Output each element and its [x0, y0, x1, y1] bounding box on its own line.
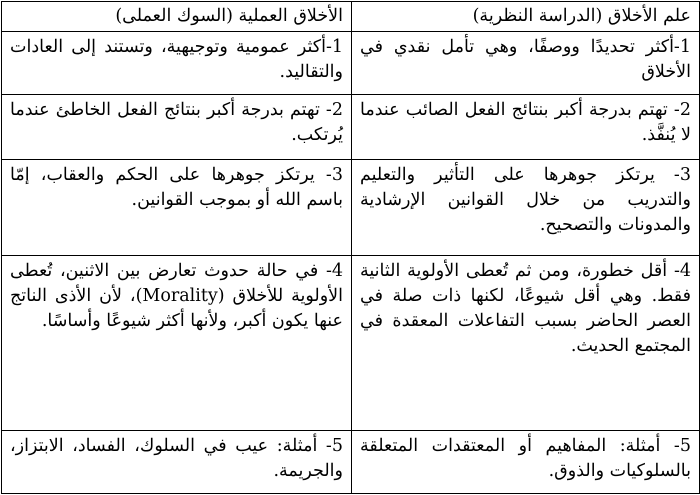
table-row: [2, 95, 700, 160]
header-practical-ethics: الأخلاق العملية (السوك العملى): [2, 2, 352, 32]
cell-practical-4: 4- في حالة حدوث تعارض بين الاثنين، تُعطى الأولوية للأخلاق (Morality)، لأن الأذى الناتج عنها يكون أكبر، ولأنها أكثر شيوعًا وأساسًا.: [2, 256, 352, 431]
cell-practical-1: 1-أكثر عمومية وتوجيهية، وتستند إلى العادات والتقاليد.: [2, 32, 352, 95]
table-row: [2, 430, 700, 493]
header-theoretical-ethics: علم الأخلاق (الدراسة النظرية): [352, 2, 700, 32]
cell-theory-4: 4- أقل خطورة، ومن ثم تُعطى الأولوية الثانية فقط. وهي أقل شيوعًا، لكنها ذات صلة في العصر الحاضر بسبب التفاعلات المعقدة في المجتمع الحديث.: [352, 256, 700, 431]
cell-theory-2: 2- تهتم بدرجة أكبر بنتائج الفعل الصائب عندما لا يُنفَّذ.: [352, 95, 700, 160]
table-row: [2, 160, 700, 256]
ethics-comparison-table: [1, 1, 700, 494]
cell-practical-2: 2- تهتم بدرجة أكبر بنتائج الفعل الخاطئ عندما يُرتكب.: [2, 95, 352, 160]
cell-theory-3: 3- يرتكز جوهرها على التأثير والتعليم والتدريب من خلال القوانين الإرشادية والمدونات والتصحيح.: [352, 160, 700, 256]
table-row: [2, 256, 700, 431]
table-row: [2, 32, 700, 95]
table-header-row: [2, 2, 700, 32]
cell-theory-5: 5- أمثلة: المفاهيم أو المعتقدات المتعلقة بالسلوكيات والذوق.: [352, 430, 700, 493]
comparison-table-container: [1, 1, 699, 494]
cell-practical-5: 5- أمثلة: عيب في السلوك، الفساد، الابتزاز، والجريمة.: [2, 430, 352, 493]
cell-theory-1: 1-أكثر تحديدًا ووصفًا، وهي تأمل نقدي في الأخلاق: [352, 32, 700, 95]
cell-practical-3: 3- يرتكز جوهرها على الحكم والعقاب، إمّا باسم الله أو بموجب القوانين.: [2, 160, 352, 256]
